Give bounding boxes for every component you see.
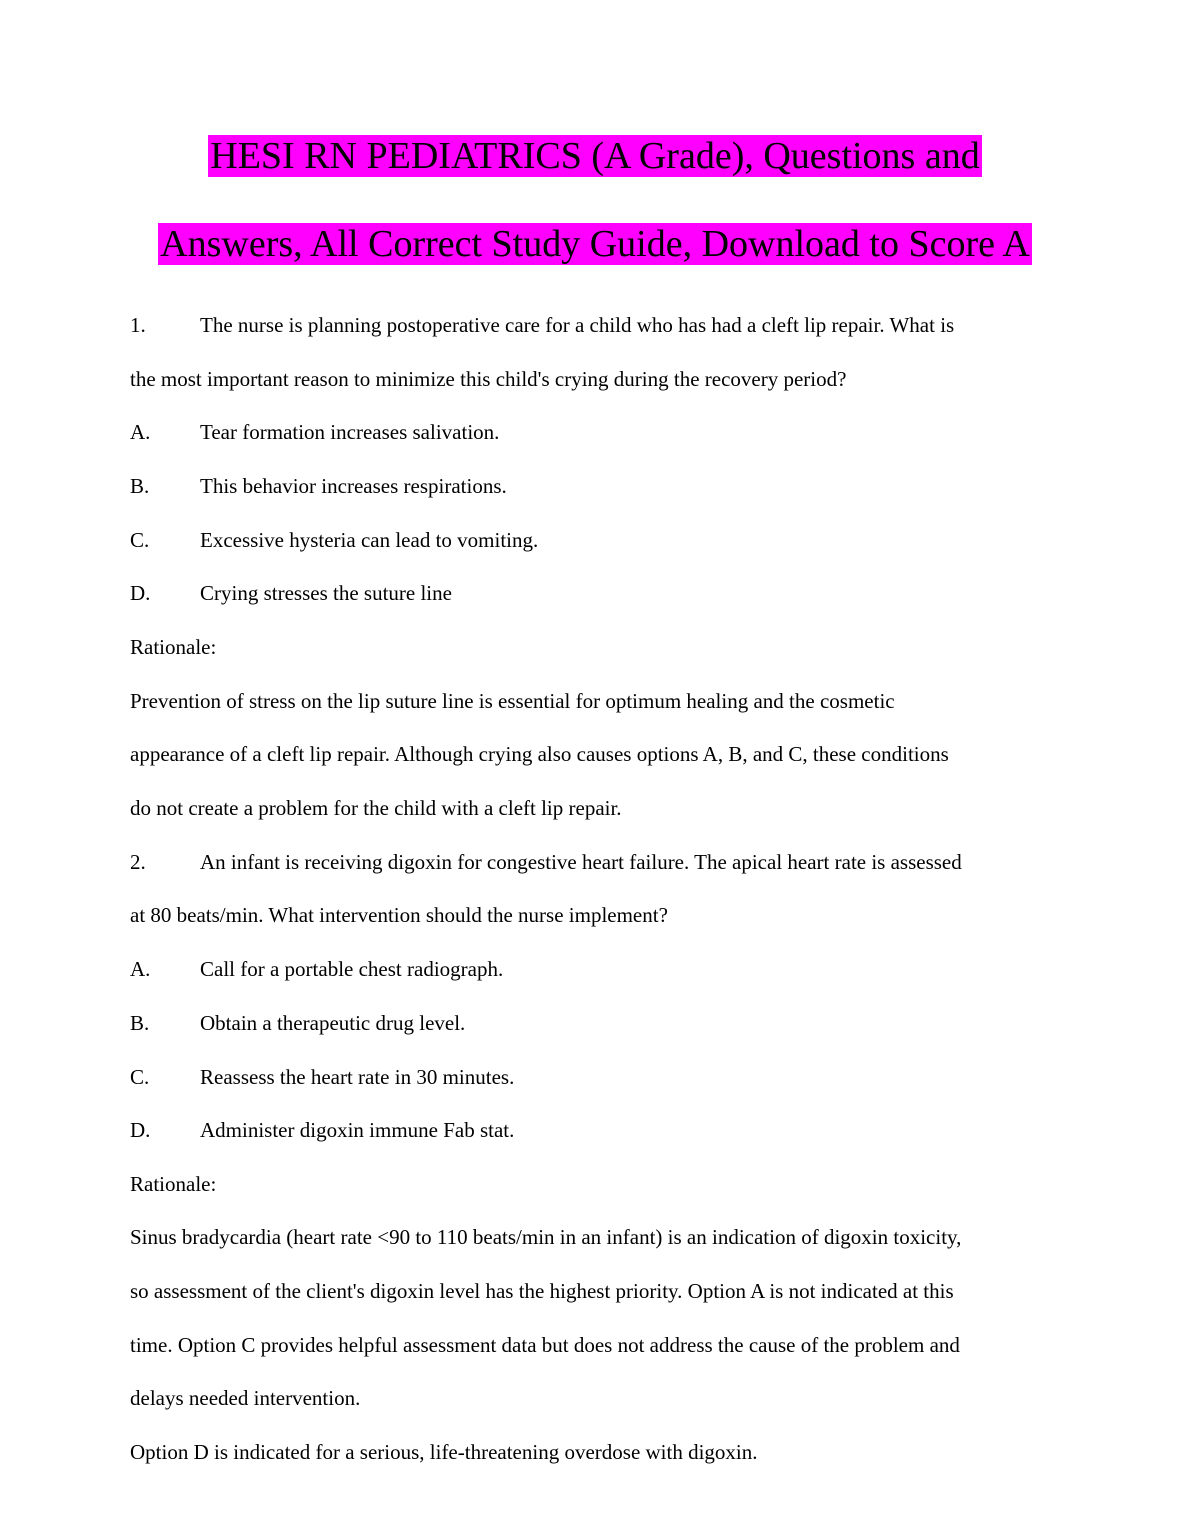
q1-option-a: A. Tear formation increases salivation. bbox=[130, 420, 500, 444]
question-2-stem-cont: at 80 beats/min. What intervention should the nurse implement? bbox=[130, 903, 668, 927]
q2-rationale-line: Sinus bradycardia (heart rate <90 to 110 beats/min in an infant) is an indication of digoxin toxicity, bbox=[130, 1225, 962, 1249]
q1-rationale-label: Rationale: bbox=[130, 635, 217, 659]
title-line-2: Answers, All Correct Study Guide, Download to Score A bbox=[160, 223, 1030, 265]
q1-option-b: B. This behavior increases respirations. bbox=[130, 474, 507, 498]
q2-rationale-line: time. Option C provides helpful assessment data but does not address the cause of the problem and bbox=[130, 1333, 960, 1357]
q2-option-d: D. Administer digoxin immune Fab stat. bbox=[130, 1118, 515, 1142]
q2-rationale-label: Rationale: bbox=[130, 1172, 217, 1196]
title-line-1: HESI RN PEDIATRICS (A Grade), Questions and bbox=[210, 135, 980, 177]
q1-rationale-line: Prevention of stress on the lip suture line is essential for optimum healing and the cosmetic bbox=[130, 689, 895, 713]
q1-option-c: C. Excessive hysteria can lead to vomiting. bbox=[130, 528, 539, 552]
q2-option-b: B. Obtain a therapeutic drug level. bbox=[130, 1011, 466, 1035]
question-number: 1. bbox=[130, 313, 146, 337]
q2-rationale-line: Option D is indicated for a serious, life-threatening overdose with digoxin. bbox=[130, 1440, 758, 1464]
q2-option-c: C. Reassess the heart rate in 30 minutes. bbox=[130, 1065, 515, 1089]
question-2-stem: 2. An infant is receiving digoxin for congestive heart failure. The apical heart rate is assessed bbox=[130, 850, 962, 874]
q1-rationale-line: do not create a problem for the child with a cleft lip repair. bbox=[130, 796, 622, 820]
q2-option-a: A. Call for a portable chest radiograph. bbox=[130, 957, 504, 981]
q1-option-d: D. Crying stresses the suture line bbox=[130, 581, 452, 605]
question-1-stem-cont: the most important reason to minimize this child's crying during the recovery period? bbox=[130, 367, 847, 391]
q1-rationale-line: appearance of a cleft lip repair. Although crying also causes options A, B, and C, these conditions bbox=[130, 742, 949, 766]
question-number: 2. bbox=[130, 850, 146, 874]
question-1-stem: 1. The nurse is planning postoperative care for a child who has had a cleft lip repair. What is bbox=[130, 313, 955, 337]
q2-rationale-line: so assessment of the client's digoxin level has the highest priority. Option A is not indicated at this bbox=[130, 1279, 954, 1303]
q2-rationale-line: delays needed intervention. bbox=[130, 1386, 361, 1410]
